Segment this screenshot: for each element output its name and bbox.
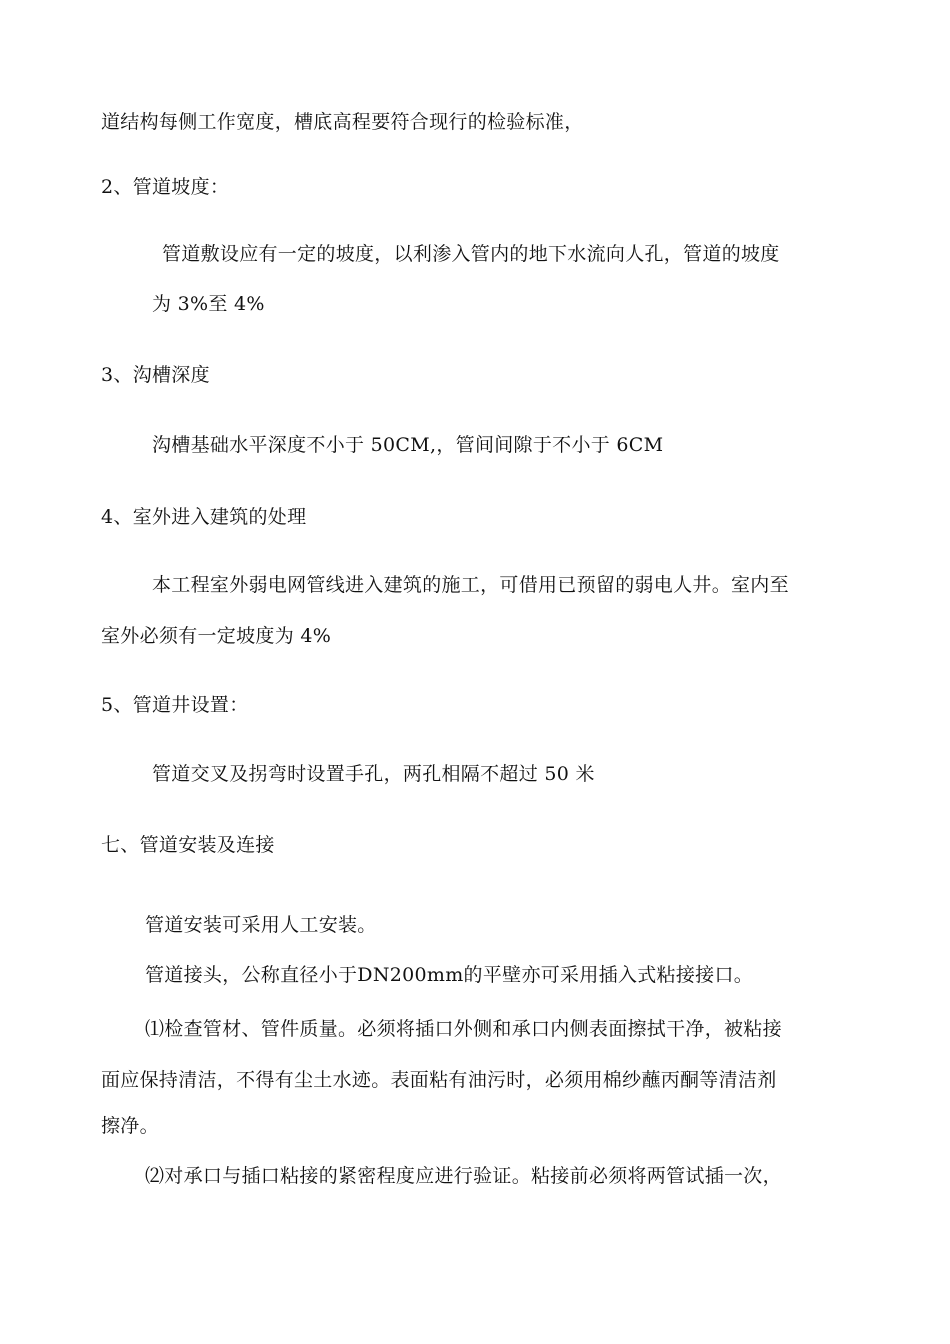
paragraph-line: 管道安装可采用人工安装。 xyxy=(145,914,377,936)
paragraph-line: 沟槽基础水平深度不小于 50CM,，管间间隙于不小于 6CM xyxy=(152,434,664,456)
section-heading: 2、管道坡度： xyxy=(101,176,230,198)
paragraph-line: 管道交叉及拐弯时设置手孔，两孔相隔不超过 50 米 xyxy=(152,763,595,785)
paragraph-line: 管道接头，公称直径小于DN200mm的平壁亦可采用插入式粘接接口。 xyxy=(145,964,754,986)
section-heading: 4、室外进入建筑的处理 xyxy=(101,506,307,528)
paragraph-line: 管道敷设应有一定的坡度，以利渗入管内的地下水流向人孔，管道的坡度 xyxy=(162,243,780,265)
paragraph-line: ⑵对承口与插口粘接的紧密程度应进行验证。粘接前必须将两管试插一次， xyxy=(145,1165,782,1187)
paragraph-line: 为 3%至 4% xyxy=(152,293,265,315)
paragraph-line: 擦净。 xyxy=(101,1115,159,1137)
section-heading: 3、沟槽深度 xyxy=(101,364,210,386)
paragraph-line: 室外必须有一定坡度为 4% xyxy=(101,625,332,647)
paragraph-line: 本工程室外弱电网管线进入建筑的施工，可借用已预留的弱电人井。室内至 xyxy=(152,574,789,596)
paragraph-line: ⑴检查管材、管件质量。必须将插口外侧和承口内侧表面擦拭干净，被粘接 xyxy=(145,1018,782,1040)
section-heading: 七、管道安装及连接 xyxy=(101,834,275,856)
paragraph-line: 面应保持清洁，不得有尘土水迹。表面粘有油污时，必须用棉纱蘸丙酮等清洁剂 xyxy=(101,1069,777,1091)
paragraph-line: 道结构每侧工作宽度，槽底高程要符合现行的检验标准， xyxy=(101,111,584,133)
section-heading: 5、管道井设置： xyxy=(101,694,249,716)
